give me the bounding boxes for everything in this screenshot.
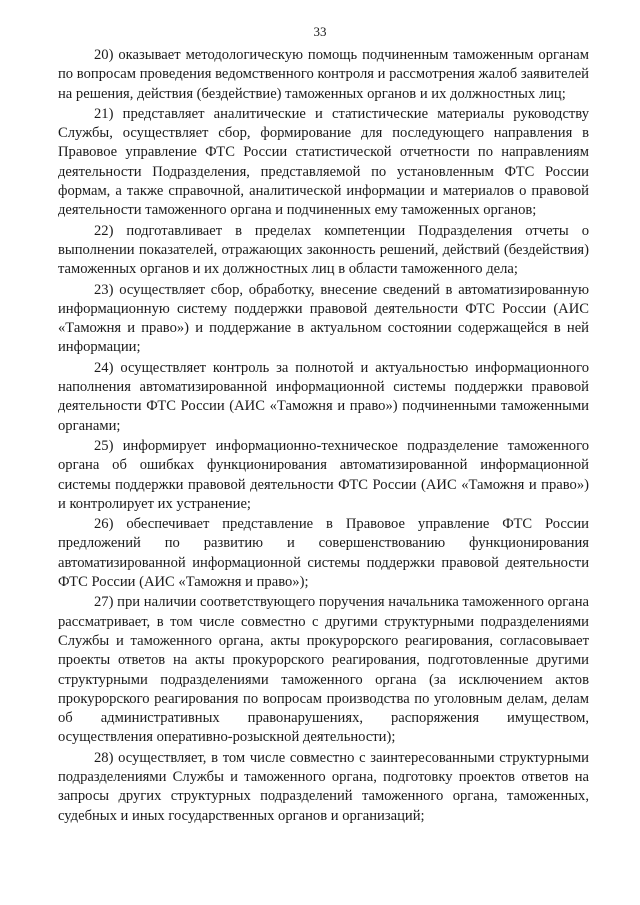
page-number: 33 <box>313 24 327 39</box>
paragraph-item-22: 22) подготавливает в пределах компетенции Подразделения отчеты о выполнении показателей, отражающих законность решений, действий (бездействия) таможенных органов и их должностных лиц в области таможенного дела; <box>58 222 589 278</box>
paragraph-item-26: 26) обеспечивает представление в Правовое управление ФТС России предложений по развитию и совершенствованию функционирования автоматизированной информационной системы поддержки правовой деятельности ФТС России (АИС «Таможня и право»); <box>58 516 589 591</box>
paragraph-item-21: 21) представляет аналитические и статистические материалы руководству Службы, осуществляет сбор, формирование для последующего направления в Правовое управление ФТС России статистической отчетности по направлениям деятельности Подразделения, представляемой по установленным ФТС России формам, а также справочной, аналитической информации и материалов о правовой деятельности таможенного органа и подчиненных ему таможенных органов; <box>58 105 589 219</box>
document-body <box>58 46 589 827</box>
paragraph-item-20: 20) оказывает методологическую помощь подчиненным таможенным органам по вопросам проведения ведомственного контроля и рассмотрения жалоб заявителей на решения, действия (бездействие) таможенных органов и их должностных лиц; <box>58 47 589 102</box>
paragraph-item-24: 24) осуществляет контроль за полнотой и актуальностью информационного наполнения автоматизированной информационной системы поддержки правовой деятельности ФТС России (АИС «Таможня и право») подчиненными таможенными органами; <box>58 359 589 434</box>
paragraph-item-27: 27) при наличии соответствующего поручения начальника таможенного органа рассматривает, в том числе совместно с другими структурными подразделениями Службы и таможенного органа, акты прокурорского реагирования, согласовывает проекты ответов на акты прокурорского реагирования, подготовленные другими структурными подразделениями таможенного органа (за исключением актов прокурорского реагирования по вопросам производства по уголовным делам, делам об административных правонарушениях, распоряжения имуществом, осуществления оперативно-розыскной деятельности); <box>58 594 589 746</box>
paragraph-item-25: 25) информирует информационно-техническое подразделение таможенного органа об ошибках функционирования автоматизированной информационной системы поддержки правовой деятельности ФТС России (АИС «Таможня и право») и контролирует их устранение; <box>58 437 589 512</box>
paragraph-item-28: 28) осуществляет, в том числе совместно с заинтересованными структурными подразделениями Службы и таможенного органа, подготовку проектов ответов на запросы других структурных подразделений таможенного органа, таможенных, судебных и иных государственных органов и организаций; <box>58 749 589 824</box>
paragraph-item-23: 23) осуществляет сбор, обработку, внесение сведений в автоматизированную информационную систему поддержки правовой деятельности ФТС России (АИС «Таможня и право») и поддержание в актуальном состоянии содержащейся в ней информации; <box>58 281 589 356</box>
